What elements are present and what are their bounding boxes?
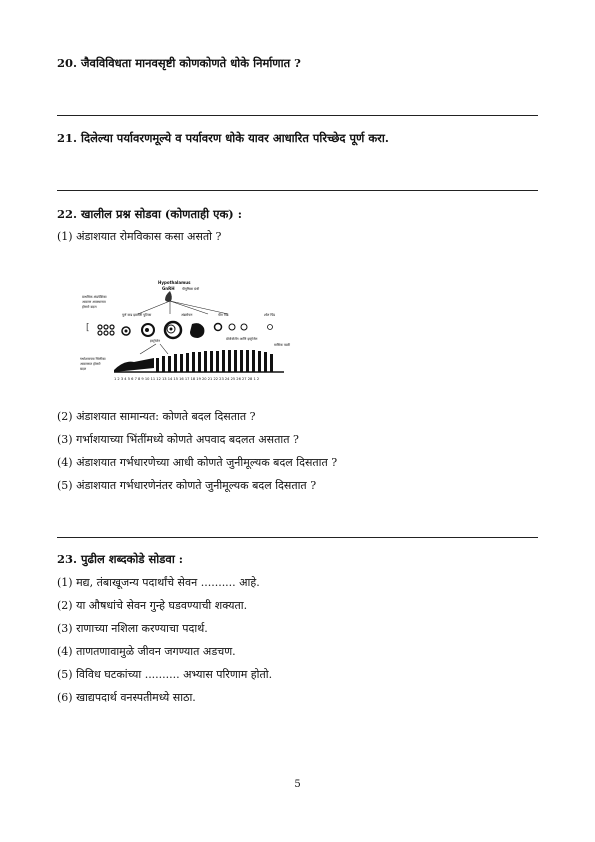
diagram-label-corpus: पीत पिंड: [218, 313, 229, 317]
question-22-sub-4: (4) अंडाशयात गर्भधारणेच्या आधी कोणते जुनीमूल्यक बदल दिसतात ?: [57, 456, 338, 469]
page-number: 5: [294, 779, 301, 790]
pituitary-shape: [165, 291, 172, 302]
question-22-sub-5: (5) अंडाशयात गर्भधारणेनंतर कोणते जुनीमूल्यक बदल दिसतात ?: [57, 479, 317, 492]
question-22-sub-3: (3) गर्भाशयाच्या भिंतींमध्ये कोणते अपवाद बदलत असतात ?: [57, 433, 299, 446]
question-23-title: 23. पुढील शब्दकोडे सोडवा :: [57, 552, 184, 566]
crossword-clue-3: (3) राणाच्या नशिला करण्याचा पदार्थ.: [57, 622, 208, 635]
diagram-label-hypothalamus: Hypothalamus: [158, 280, 191, 285]
endometrium-folds: [156, 350, 273, 372]
diagram-label-left-2: आवरण अवस्थानात: [82, 300, 106, 304]
answer-line-21: [57, 190, 538, 191]
question-21-title: 21. दिलेल्या पर्यावरणमूल्ये व पर्यावरण धोके यावर आधारित परिच्छेद पूर्ण करा.: [57, 131, 389, 145]
svg-text:[: [: [86, 323, 90, 333]
question-22-sub-1: (1) अंडाशयात रोमविकास कसा असतो ?: [57, 230, 222, 243]
diagram-label-bottom-2: आवरणात होणारे: [80, 362, 101, 366]
crossword-clue-6: (6) खाद्यपदार्थ वनस्पतीमध्ये साठा.: [57, 691, 196, 704]
crossword-clue-5: (5) विविध घटकांच्या .......... अभ्यास परिणाम होतो.: [57, 668, 273, 681]
crossword-clue-2: (2) या औषधांचे सेवन गुन्हे घडवण्याची शक्यता.: [57, 599, 248, 612]
diagram-label-pituitary: पीयूषिका ग्रंथी: [182, 287, 200, 291]
answer-line-20: [57, 115, 538, 116]
answer-line-22: [57, 537, 538, 538]
crossword-clue-1: (1) मद्य, तंबाखूजन्य पदार्थांचे सेवन .......... आहे.: [57, 576, 260, 589]
question-20-title: 20. जैवविविधता मानवसृष्टी कोणकोणते धोके निर्माणात ?: [57, 56, 301, 70]
diagram-label-white: श्वेत पिंड: [264, 313, 275, 317]
diagram-label-bottom-1: गर्भाशयाच्या भित्तीका: [80, 357, 106, 361]
diagram-label-ovulation: अंडमोचन: [181, 313, 193, 317]
diagram-label-right-text: मासिक पाळी: [274, 343, 291, 347]
question-22-title: 22. खालील प्रश्न सोडवा (कोणताही एक) :: [57, 207, 242, 221]
diagram-label-gnrh: GnRH: [162, 286, 175, 291]
diagram-label-estrogen: इस्ट्रोजेन: [150, 339, 160, 343]
crossword-clue-4: (4) ताणतणावामुळे जीवन जगण्यात अडचण.: [57, 645, 236, 658]
diagram-days-axis: 1 2 3 4 5 6 7 8 9 10 11 12 13 14 15 16 17 18 19 20 21 22 23 24 25 26 27 28 1 2: [114, 377, 260, 381]
diagram-label-left-1: प्राथमिक अंडपेशिका: [82, 295, 107, 299]
diagram-label-left-3: होणारे बदल: [82, 305, 97, 309]
ovarian-cycle-diagram: [78, 276, 300, 388]
diagram-label-follicle: पूर्ण वाढ झालेली पुटिका: [122, 313, 152, 317]
question-22-sub-2: (2) अंडाशयात सामान्यत: कोणते बदल दिसतात ?: [57, 410, 256, 423]
diagram-label-bottom-3: बदल: [80, 367, 87, 371]
diagram-label-progesterone: प्रोजेस्टेरॉन आणि इस्ट्रोजेन: [226, 337, 258, 341]
